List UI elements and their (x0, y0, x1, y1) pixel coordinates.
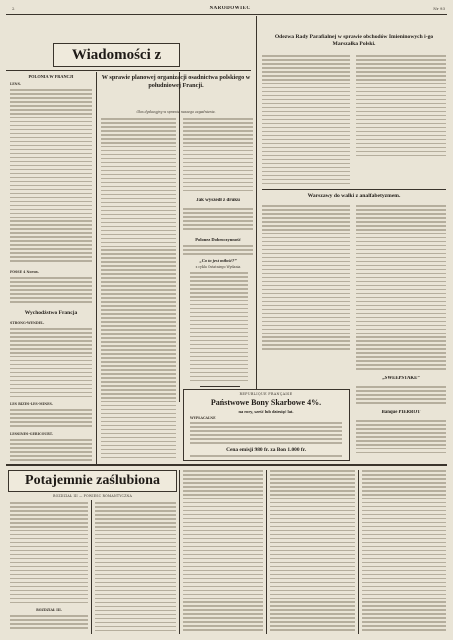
text-block (270, 470, 355, 634)
serial-subtitle: ROZDZIAŁ III — POWIEŚĆ ROMANTYCZNA (52, 494, 133, 498)
heading-polonia: POLONIA W FRANCJI (28, 74, 74, 79)
col3-headline: Odezwa Rady Parafialnej w sprawie obchodów Imieninowych i-go Marszałka Polski. (274, 34, 434, 47)
text-block (10, 439, 92, 463)
header-rule (6, 14, 447, 15)
subheading-lessins: LESSINES-GERICOURT. (10, 432, 53, 436)
text-block (10, 615, 88, 633)
ad-footer (190, 455, 342, 459)
text-block (101, 118, 176, 462)
ad-subtitle: na rory, sześć lub dziesięć lat. (238, 409, 294, 414)
paper-name: NARODOWIEC (209, 6, 251, 11)
serial-col-rule-2 (179, 470, 180, 634)
banner-underline (6, 70, 251, 71)
heading-jak-wyszedl: Jak wyszedł z druku (196, 198, 240, 203)
serial-col-rule-4 (358, 470, 359, 634)
section-banner: Wiadomości z (53, 43, 180, 67)
col-rule-1 (96, 72, 97, 464)
text-block (10, 328, 92, 400)
subheading-strong: STRONG-WENDEL. (10, 321, 45, 325)
text-block (10, 409, 92, 431)
text-block (183, 245, 253, 257)
poem-title: „Co to jest miłość?” (199, 258, 237, 263)
text-block (10, 89, 92, 267)
text-block (362, 470, 446, 634)
text-block (183, 118, 253, 196)
ad-republic: REPUBLIQUE FRANÇAISE (239, 392, 293, 396)
serial-chapter: ROZDZIAŁ III. (36, 608, 62, 612)
text-block (183, 470, 263, 634)
heading-banque: Banque PIERROT (381, 410, 421, 415)
col2-subhead: Głos dyskusyjny w sprawie naszego zagadnienia. (136, 110, 216, 114)
text-block (356, 420, 446, 456)
heading-polonez: Polonez Dobroczynność (195, 237, 241, 242)
ad-label: WYPŁACALNE (190, 416, 216, 420)
text-block (183, 208, 253, 234)
text-block (356, 55, 446, 159)
text-block (10, 277, 92, 307)
treasury-bonds-ad (183, 389, 350, 461)
text-block (356, 386, 446, 406)
serial-col-rule-3 (266, 470, 267, 634)
heading-warszawy: Warszawy do walki z analfabetyzmem. (307, 193, 401, 199)
text-block (95, 502, 176, 634)
ad-terms (190, 422, 342, 446)
col2-headline: W sprawie planowej organizacji osadnictwa polskiego w południowej Francji. (101, 74, 251, 89)
subheading-lesbizes: LES BIZES-LES-MINES. (10, 402, 53, 406)
poem-text (190, 272, 248, 384)
ad-price-line: Cena emisji 980 fr. za Bon 1.000 fr. (226, 447, 306, 453)
text-block (262, 205, 350, 355)
poem-author: z cyklu Ostatniego Wydania (195, 265, 241, 269)
subheading-lens: LENS. (10, 82, 21, 86)
page-number-right: Nr 93 (433, 7, 445, 11)
serial-top-rule (6, 464, 447, 466)
text-block (356, 205, 446, 373)
text-block (10, 502, 88, 606)
heading-wychodzstwo: Wychodźstwo Francja (24, 310, 78, 316)
poem-end-rule (200, 386, 240, 387)
text-block (262, 55, 350, 187)
subheading-fosse: FOSSE 4 Noeux. (10, 270, 39, 274)
serial-col-rule-1 (91, 500, 92, 634)
heading-sweepstake: „SWEEPSTAKE” (382, 376, 420, 381)
ad-title: Państwowe Bony Skarbowe 4%. (210, 398, 322, 407)
col3-rule (262, 189, 446, 190)
page-number-left: 2 (12, 7, 15, 11)
serial-title: Potajemnie zaślubiona (8, 470, 177, 492)
col-rule-2 (179, 72, 180, 402)
